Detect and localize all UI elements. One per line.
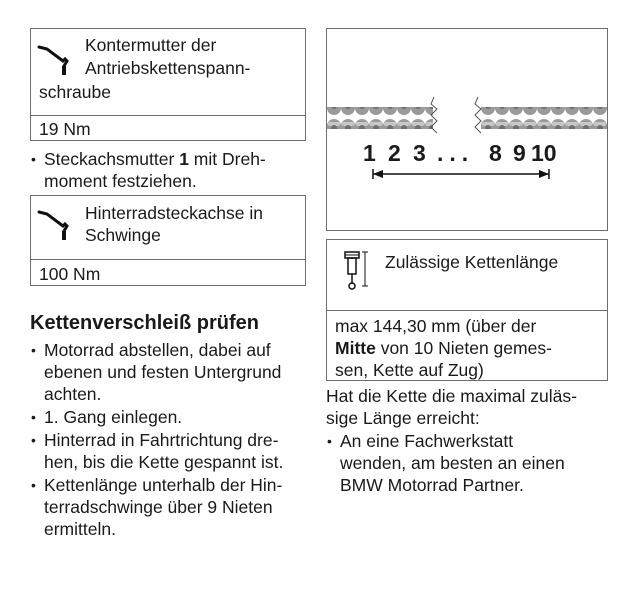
torque-spec-label — [31, 196, 305, 260]
list-item-line: BMW Motorrad Partner. — [340, 475, 524, 495]
chain-diagram — [327, 29, 607, 230]
chain-measurement-figure — [326, 28, 608, 231]
chain-right-segment — [481, 107, 607, 129]
caliper-icon — [341, 250, 371, 294]
list-item — [30, 429, 324, 473]
instruction-text-post: mit Dreh- — [188, 149, 266, 169]
spec-value-line3: sen, Kette auf Zug) — [335, 360, 484, 380]
spec-label-line1: Kontermutter der — [85, 35, 217, 55]
instruction-text-pre: Steckachsmutter — [44, 149, 180, 169]
rivet-number: 9 — [513, 140, 526, 166]
condition-paragraph — [326, 385, 616, 429]
torque-spec-value: 19 Nm — [31, 115, 305, 141]
list-item-line: hen, bis die Kette gespannt ist. — [44, 452, 284, 472]
spec-value-line1: max 144,30 mm (über der — [335, 316, 537, 336]
list-item-line: terradschwinge über 9 Nieten — [44, 497, 273, 517]
chain-length-spec-box — [326, 239, 608, 381]
list-item-line: An eine Fachwerkstatt — [340, 431, 514, 451]
list-item — [30, 406, 324, 428]
list-item-line: achten. — [44, 384, 102, 404]
rivet-number: 3 — [413, 140, 426, 166]
reference-number: 1 — [179, 149, 189, 169]
torque-spec-label — [31, 29, 305, 118]
torque-spec-value: 100 Nm — [31, 259, 305, 286]
rivet-number: 10 — [531, 140, 557, 166]
torque-wrench-icon — [37, 39, 77, 79]
torque-spec-box-locknut — [30, 28, 306, 141]
instruction-text-line2: moment festziehen. — [44, 171, 197, 191]
section-title: Kettenverschleiß prüfen — [30, 312, 259, 334]
spec-label-line3: schraube — [39, 82, 111, 102]
list-item-line: Hinterrad in Fahrtrichtung dre- — [44, 430, 279, 450]
rivet-number: 1 — [363, 140, 376, 166]
spec-label-line2: Schwinge — [85, 225, 161, 245]
spec-label-text: Zulässige Kettenlänge — [385, 252, 559, 272]
rivet-number: 2 — [388, 140, 401, 166]
chain-left-segment — [327, 107, 433, 129]
paragraph-line: Hat die Kette die maximal zuläs- — [326, 386, 577, 406]
list-item — [30, 474, 324, 540]
list-item-line: Motorrad abstellen, dabei auf — [44, 340, 271, 360]
list-item-line: wenden, am besten an einen — [340, 453, 565, 473]
list-item-line: ermitteln. — [44, 519, 116, 539]
rivet-ellipsis: ... — [437, 140, 475, 166]
chain-length-spec-label — [327, 240, 607, 312]
paragraph-line: sige Länge erreicht: — [326, 408, 480, 428]
rivet-number: 8 — [489, 140, 502, 166]
spec-value-line2: von 10 Nieten gemes- — [375, 338, 552, 358]
spec-label-line1: Hinterradsteckachse in — [85, 203, 263, 223]
torque-wrench-icon — [37, 204, 77, 244]
spec-label-line2: Antriebskettenspann- — [85, 58, 251, 78]
chain-length-spec-value — [327, 310, 607, 381]
spec-value-bold: Mitte — [335, 338, 376, 358]
list-item-line: Kettenlänge unterhalb der Hin- — [44, 475, 283, 495]
instruction-tighten-axle-nut — [30, 148, 324, 192]
torque-spec-box-rear-axle — [30, 195, 306, 286]
list-item-line: ebenen und festen Untergrund — [44, 362, 282, 382]
list-item — [326, 430, 622, 496]
list-item — [30, 339, 324, 405]
list-item-line: 1. Gang einlegen. — [44, 407, 183, 427]
